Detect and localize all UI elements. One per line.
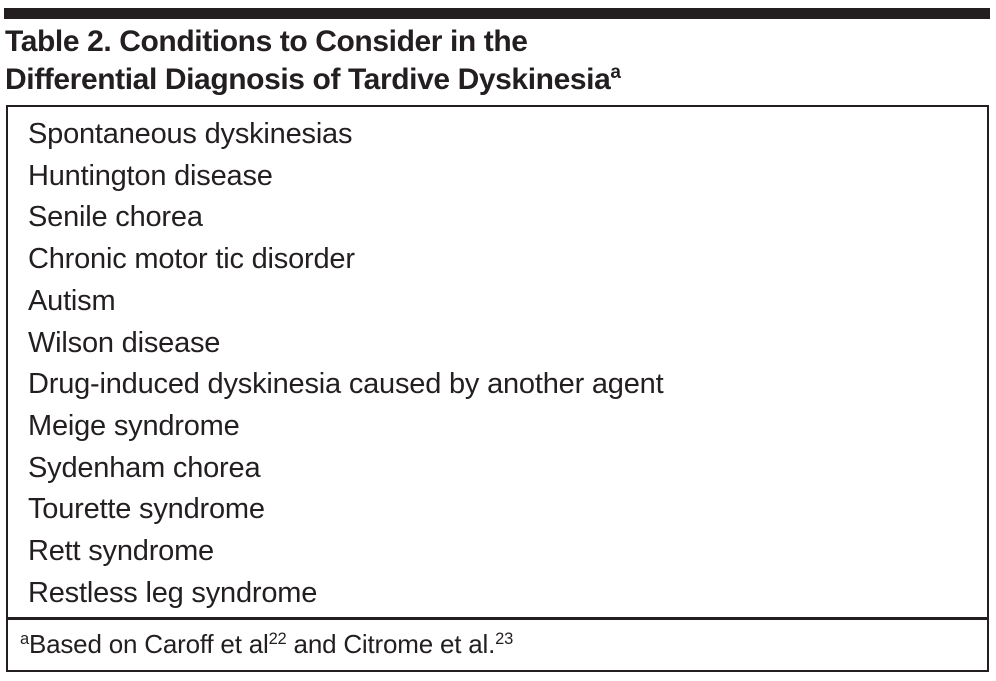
footnote-reference-23: 23 bbox=[495, 630, 514, 648]
condition-item: Tourette syndrome bbox=[28, 493, 265, 526]
condition-item: Spontaneous dyskinesias bbox=[28, 118, 353, 150]
table-title-footnote-marker: a bbox=[610, 62, 621, 83]
condition-item: Senile chorea bbox=[28, 201, 203, 234]
condition-item: Rett syndrome bbox=[28, 535, 214, 568]
condition-item: Drug-induced dyskinesia caused by another agent bbox=[28, 368, 664, 401]
condition-item: Chronic motor tic disorder bbox=[28, 243, 355, 276]
condition-item: Restless leg syndrome bbox=[28, 576, 318, 609]
condition-item: Meige syndrome bbox=[28, 409, 240, 442]
table-title bbox=[5, 23, 985, 99]
table-title-line1: Table 2. Conditions to Consider in the bbox=[5, 25, 528, 58]
table-title-line2: Differential Diagnosis of Tardive Dyskinesia bbox=[5, 63, 611, 96]
condition-item: Huntington disease bbox=[28, 159, 273, 192]
condition-item: Wilson disease bbox=[28, 326, 221, 359]
conditions-list bbox=[8, 107, 987, 617]
condition-item: Autism bbox=[28, 284, 116, 317]
footnote-text-1: Based on Caroff et al bbox=[28, 629, 269, 659]
table-footnote bbox=[8, 617, 987, 670]
footnote-reference-22: 22 bbox=[268, 630, 287, 648]
condition-item: Sydenham chorea bbox=[28, 451, 261, 484]
footnote-marker: a bbox=[20, 630, 29, 648]
footnote-text-2: and Citrome et al. bbox=[286, 629, 496, 659]
table-body-box bbox=[6, 105, 989, 672]
top-rule-divider bbox=[4, 8, 990, 19]
